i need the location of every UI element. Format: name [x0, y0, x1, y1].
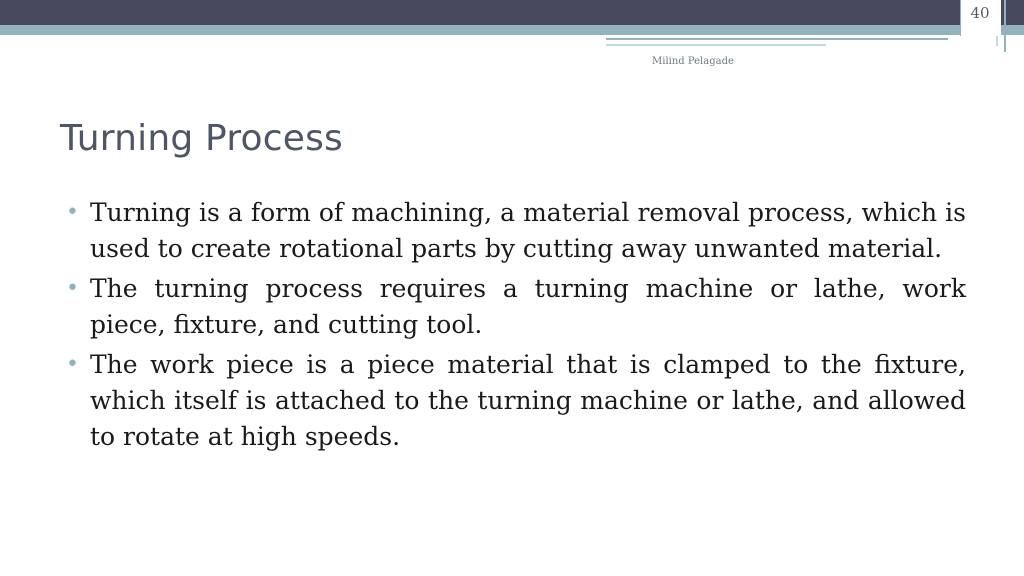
bullet-icon: • — [66, 352, 79, 377]
footer-author: Milind Pelagade — [652, 56, 734, 67]
bullet-item — [66, 271, 966, 343]
slide-title: Turning Process — [60, 118, 344, 159]
bullet-text: The turning process requires a turning machine or lathe, work piece, fixture, and cutting tool. — [90, 274, 966, 339]
bullet-list — [66, 195, 966, 459]
slide-number: 40 — [970, 4, 990, 22]
bullet-text: Turning is a form of machining, a material removal process, which is used to create rotational parts by cutting away unwanted material. — [90, 198, 966, 263]
bullet-item — [66, 195, 966, 267]
bullet-icon: • — [66, 200, 79, 225]
header-band-teal — [0, 25, 1024, 35]
accent-line — [606, 38, 948, 40]
header-band-dark — [0, 0, 1024, 25]
bullet-item — [66, 347, 966, 455]
bullet-icon: • — [66, 276, 79, 301]
accent-line-light — [606, 44, 826, 46]
bullet-text: The work piece is a piece material that is clamped to the fixture, which itself is attached to the turning machine or lathe, and allowed to rotate at high speeds. — [90, 350, 966, 451]
accent-vertical-line-teal — [1004, 0, 1006, 52]
